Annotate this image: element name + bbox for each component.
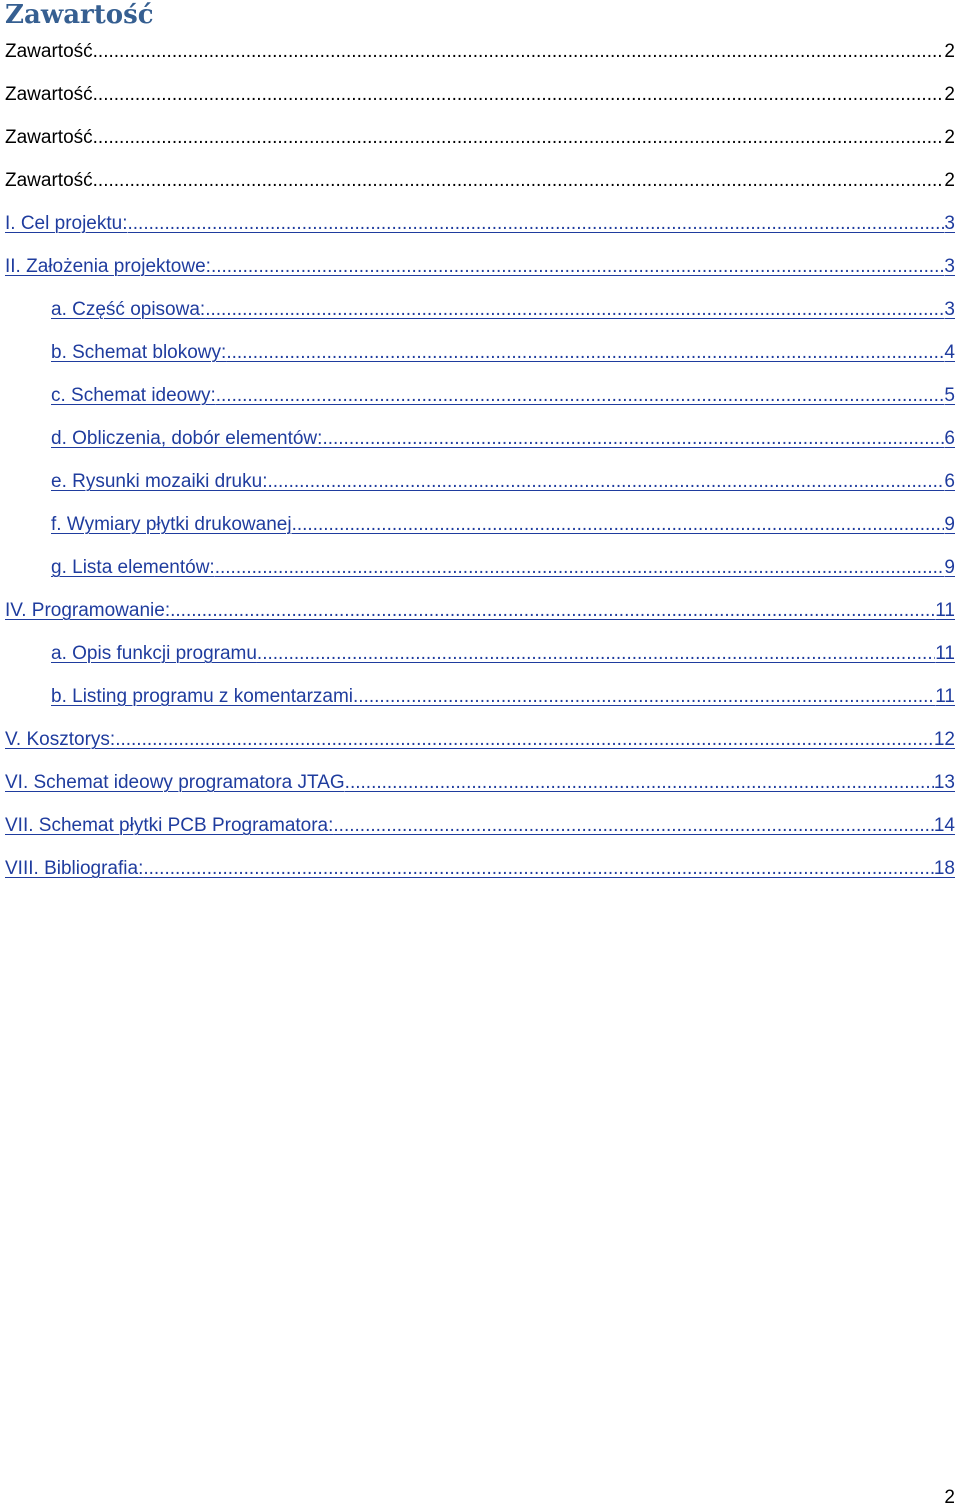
toc-dot-leader	[170, 589, 935, 632]
toc-entry-schemat-blokowy[interactable]	[0, 331, 960, 374]
toc-dot-leader	[257, 632, 935, 675]
toc-entry-page: 18	[933, 858, 955, 879]
toc-entry-page: 9	[944, 514, 955, 535]
toc-entry-title: e. Rysunki mozaiki druku:	[51, 471, 268, 492]
toc-entry-title: IV. Programowanie:	[5, 600, 171, 621]
toc-entry-obliczenia[interactable]	[0, 417, 960, 460]
toc-entry-schemat-ideowy[interactable]	[0, 374, 960, 417]
toc-entry-listing-programu[interactable]	[0, 675, 960, 718]
toc-entry-title: I. Cel projektu:	[5, 213, 128, 234]
table-of-contents	[0, 30, 960, 890]
toc-entry-bibliografia[interactable]	[0, 847, 960, 890]
toc-dot-leader	[292, 503, 945, 546]
toc-entry-title: II. Założenia projektowe:	[5, 256, 211, 277]
toc-entry-page: 2	[944, 127, 955, 148]
toc-heading: Zawartość	[5, 0, 154, 30]
toc-entry-title: VII. Schemat płytki PCB Programatora:	[5, 815, 334, 836]
toc-dot-leader	[226, 331, 944, 374]
toc-dot-leader	[93, 116, 945, 159]
toc-entry-title: a. Opis funkcji programu	[51, 643, 257, 664]
toc-entry-rysunki-mozaiki[interactable]	[0, 460, 960, 503]
toc-dot-leader	[345, 761, 934, 804]
toc-entry-page: 2	[944, 170, 955, 191]
toc-dot-leader	[353, 675, 935, 718]
toc-entry-title: a. Część opisowa:	[51, 299, 206, 320]
toc-entry-title: Zawartość	[5, 84, 93, 105]
toc-entry-kosztorys[interactable]	[0, 718, 960, 761]
toc-entry-cel-projektu[interactable]	[0, 202, 960, 245]
toc-entry-page: 4	[944, 342, 955, 363]
toc-dot-leader	[205, 288, 944, 331]
page-number: 2	[944, 1487, 955, 1508]
toc-dot-leader	[211, 245, 944, 288]
toc-entry-zalozenia-projektowe[interactable]	[0, 245, 960, 288]
toc-entry-title: c. Schemat ideowy:	[51, 385, 216, 406]
toc-entry-title: VI. Schemat ideowy programatora JTAG	[5, 772, 345, 793]
toc-entry-zawartosc-4[interactable]	[0, 159, 960, 202]
toc-entry-page: 11	[935, 686, 955, 707]
toc-entry-zawartosc-2[interactable]	[0, 73, 960, 116]
toc-entry-page: 11	[935, 600, 955, 621]
toc-entry-page: 3	[944, 213, 955, 234]
toc-dot-leader	[93, 30, 945, 73]
toc-dot-leader	[93, 73, 945, 116]
toc-entry-page: 13	[933, 772, 955, 793]
toc-entry-zawartosc-3[interactable]	[0, 116, 960, 159]
toc-entry-page: 11	[935, 643, 955, 664]
toc-entry-title: b. Listing programu z komentarzami	[51, 686, 354, 707]
toc-entry-title: d. Obliczenia, dobór elementów:	[51, 428, 323, 449]
toc-dot-leader	[93, 159, 945, 202]
toc-dot-leader	[333, 804, 933, 847]
toc-entry-title: Zawartość	[5, 170, 93, 191]
toc-dot-leader	[267, 460, 944, 503]
toc-entry-page: 2	[944, 41, 955, 62]
toc-entry-title: g. Lista elementów:	[51, 557, 215, 578]
toc-entry-page: 2	[944, 84, 955, 105]
toc-dot-leader	[322, 417, 944, 460]
toc-entry-title: Zawartość	[5, 127, 93, 148]
toc-entry-opis-funkcji[interactable]	[0, 632, 960, 675]
toc-entry-programowanie[interactable]	[0, 589, 960, 632]
toc-entry-schemat-pcb[interactable]	[0, 804, 960, 847]
toc-entry-wymiary-plytki[interactable]	[0, 503, 960, 546]
toc-entry-page: 3	[944, 299, 955, 320]
toc-dot-leader	[216, 374, 945, 417]
toc-entry-page: 12	[933, 729, 955, 750]
toc-entry-lista-elementow[interactable]	[0, 546, 960, 589]
toc-entry-page: 14	[933, 815, 955, 836]
toc-entry-title: VIII. Bibliografia:	[5, 858, 144, 879]
toc-entry-title: Zawartość	[5, 41, 93, 62]
toc-entry-page: 9	[944, 557, 955, 578]
toc-entry-czesc-opisowa[interactable]	[0, 288, 960, 331]
toc-entry-page: 6	[944, 428, 955, 449]
toc-entry-zawartosc-1[interactable]	[0, 30, 960, 73]
toc-entry-title: f. Wymiary płytki drukowanej	[51, 514, 292, 535]
toc-dot-leader	[115, 718, 934, 761]
toc-entry-page: 5	[944, 385, 955, 406]
toc-dot-leader	[143, 847, 934, 890]
toc-dot-leader	[128, 202, 945, 245]
toc-entry-page: 3	[944, 256, 955, 277]
toc-entry-title: V. Kosztorys:	[5, 729, 116, 750]
toc-entry-schemat-jtag[interactable]	[0, 761, 960, 804]
toc-entry-page: 6	[944, 471, 955, 492]
toc-entry-title: b. Schemat blokowy:	[51, 342, 227, 363]
toc-dot-leader	[215, 546, 945, 589]
